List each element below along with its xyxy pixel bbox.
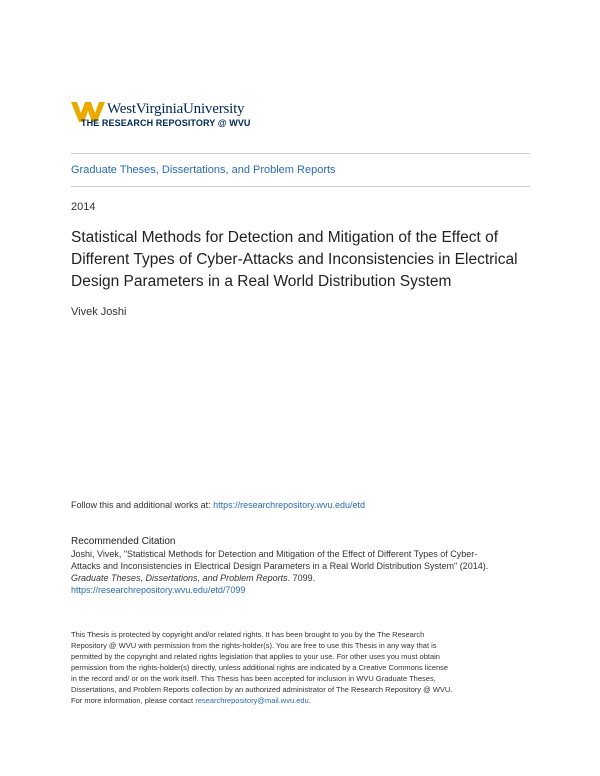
repository-name: THE RESEARCH REPOSITORY @ WVU xyxy=(81,118,251,128)
rights-statement xyxy=(71,629,531,706)
citation-link[interactable]: https://researchrepository.wvu.edu/etd/7099 xyxy=(71,585,246,595)
rights-line: in the record and/ or on the work itself. This Thesis has been accepted for inclusion in WVU Graduate Theses, xyxy=(71,674,436,683)
citation-series-number: . 7099. xyxy=(287,573,316,583)
series-link[interactable]: Graduate Theses, Dissertations, and Problem Reports xyxy=(71,164,336,176)
author-name: Vivek Joshi xyxy=(71,306,127,318)
rights-contact-line xyxy=(71,695,531,706)
etd-collection-link[interactable]: https://researchrepository.wvu.edu/etd xyxy=(213,500,365,510)
rights-line: permission from the rights-holder(s) directly, unless additional rights are indicated by a Creative Commons license xyxy=(71,663,449,672)
rights-line: Dissertations, and Problem Reports collection by an authorized administrator of The Research Repository @ WVU. xyxy=(71,685,453,694)
follow-prefix: Follow this and additional works at: xyxy=(71,500,214,510)
citation-line: Joshi, Vivek, "Statistical Methods for Detection and Mitigation of the Effect of Different Types of Cyber- xyxy=(71,549,478,559)
divider-bottom xyxy=(71,186,530,187)
citation-block xyxy=(71,548,531,596)
title-line: Different Types of Cyber-Attacks and Inconsistencies in Electrical xyxy=(71,251,518,268)
rights-line: Repository @ WVU with permission from the rights-holder(s). You are free to use this Thesis in any way that is xyxy=(71,641,437,650)
citation-line: Attacks and Inconsistencies in Electrical Design Parameters in a Real World Distribution System" (2014). xyxy=(71,561,489,571)
follow-line xyxy=(71,499,365,511)
title-line: Design Parameters in a Real World Distribution System xyxy=(71,273,452,290)
publication-year: 2014 xyxy=(71,201,96,213)
wvu-repository-logo[interactable] xyxy=(71,100,301,130)
citation-series-title: Graduate Theses, Dissertations, and Problem Reports xyxy=(71,573,288,583)
university-name: WestVirginiaUniversity xyxy=(107,101,245,117)
citation-series-line xyxy=(71,572,531,584)
contact-email-link[interactable]: researchrepository@mail.wvu.edu xyxy=(195,696,309,705)
rights-line: This Thesis is protected by copyright and/or related rights. It has been brought to you by the The Research xyxy=(71,630,425,639)
contact-suffix: . xyxy=(308,696,311,705)
rights-line: permitted by the copyright and related rights legislation that applies to your use. For other uses you must obtain xyxy=(71,652,440,661)
title-line: Statistical Methods for Detection and Mitigation of the Effect of xyxy=(71,229,499,246)
divider-top xyxy=(71,153,530,154)
contact-prefix: For more information, please contact xyxy=(71,696,196,705)
citation-heading: Recommended Citation xyxy=(71,536,176,547)
document-title xyxy=(71,227,531,293)
